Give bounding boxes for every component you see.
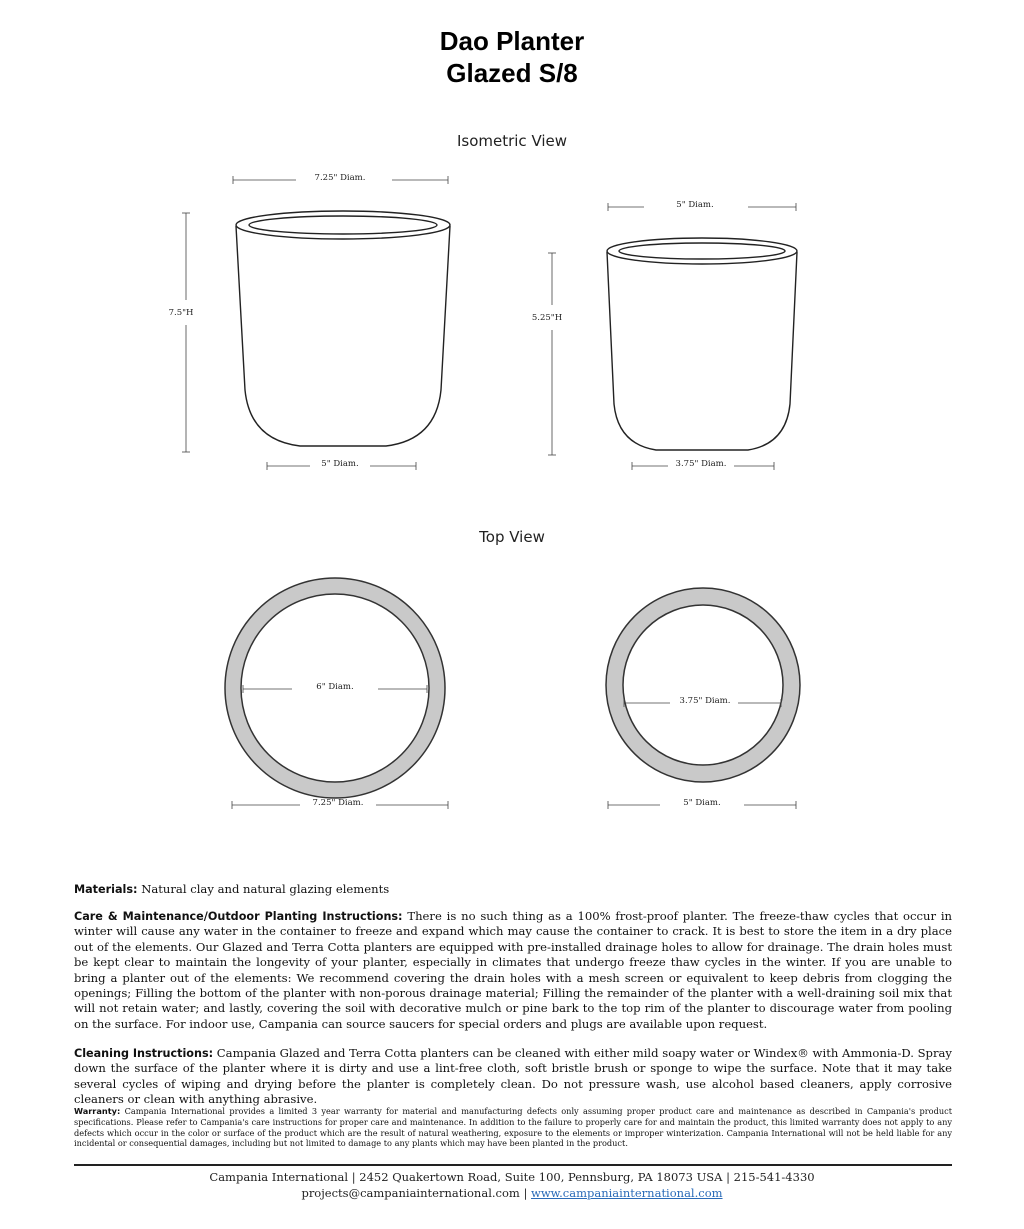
large-height-label: 7.5"H: [168, 308, 194, 318]
footer-email: projects@campaniainternational.com |: [301, 1186, 528, 1200]
footer-divider: [74, 1164, 952, 1166]
document-title: Dao Planter: [439, 26, 585, 56]
footer-address: Campania International | 2452 Quakertown Road, Suite 100, Pennsburg, PA 18073 USA | 215-541-4330: [209, 1170, 815, 1184]
cleaning-paragraph: [74, 1046, 952, 1108]
small-height-label: 5.25"H: [531, 313, 563, 323]
care-text: There is no such thing as a 100% frost-proof planter. The freeze-thaw cycles that occur in winter will cause any water in the container to freeze and expand which may cause the container to crack. It is best to store the item in a dry place out of the elements. Our Glazed and Terra Cotta planters are equipped with pre-installed drainage holes to allow for drainage. The drain holes must be kept clear to maintain the longevity of your planter, especially in climates that undergo freeze thaw cycles in the winter. If you are unable to bring a planter out of the elements: We recommend covering the drain holes with a mesh screen or equivalent to keep debris from clogging the openings; Filling the bottom of the planter with non-porous drainage material; Filling the remainder of the planter with a well-draining soil mix that will not retain water; and lastly, covering the soil with decorative mulch or pine bark to the top rim of the planter to discourage water from pooling on the surface. For indoor use, Campania can source saucers for special orders and plugs are available upon request.: [74, 909, 952, 1031]
large-bottom-diam-label: 5" Diam.: [321, 459, 359, 469]
footer-contact: [0, 1186, 1024, 1200]
small-inner-diam-label: 3.75" Diam.: [679, 696, 731, 706]
materials-text: Natural clay and natural glazing elements: [141, 882, 390, 896]
warranty-label: Warranty:: [74, 1106, 121, 1116]
top-view-heading: Top View: [479, 528, 545, 546]
small-outer-diam-label: 5" Diam.: [683, 798, 721, 808]
cleaning-text: Campania Glazed and Terra Cotta planters can be cleaned with either mild soapy water or Windex® with Ammonia-D. Spray down the surface of the planter where it is dirty and use a lint-free cloth, soft bristle brush or sponge to wipe the surface. Note that it may take several cycles of wiping and drying before the planter is completely clean. Do not pressure wash, use alcohol based cleaners, apply corrosive cleaners or clean with anything abrasive.: [74, 1046, 952, 1107]
large-outer-diam-label: 7.25" Diam.: [312, 798, 364, 808]
care-paragraph: [74, 909, 952, 1032]
isometric-view-heading: Isometric View: [456, 132, 568, 150]
materials-label: Materials:: [74, 883, 138, 896]
warranty-text: Campania International provides a limited 3 year warranty for material and manufacturing defects only assuming proper product care and maintenance as described in Campania's product specifications. Please refer to Campania's care instructions for proper care and maintenance. In addition to the failure to properly care for and maintain the product, this limited warranty does not apply to any defects which occur in the color or surface of the product which are the result of natural weathering, exposure to the elements or improper winterization. Campania International will not be held liable for any incidental or consequential damages, including but not limited to damage to any plants which may have been planted in the product.: [74, 1106, 952, 1149]
small-planter-top-view: [606, 588, 800, 809]
small-bottom-diam-label: 3.75" Diam.: [675, 459, 727, 469]
footer-website-link[interactable]: www.campaniainternational.com: [530, 1186, 723, 1200]
large-inner-diam-label: 6" Diam.: [316, 682, 354, 692]
document-subtitle: Glazed S/8: [446, 58, 578, 88]
large-planter-isometric: [169, 173, 450, 470]
small-top-diam-label: 5" Diam.: [676, 200, 714, 210]
large-top-diam-label: 7.25" Diam.: [314, 173, 366, 183]
cleaning-label: Cleaning Instructions:: [74, 1047, 214, 1060]
care-label: Care & Maintenance/Outdoor Planting Instructions:: [74, 910, 403, 923]
large-planter-top-view: [225, 578, 448, 809]
small-planter-isometric: [532, 200, 797, 470]
materials-paragraph: [74, 882, 952, 897]
warranty-paragraph: [74, 1106, 952, 1149]
